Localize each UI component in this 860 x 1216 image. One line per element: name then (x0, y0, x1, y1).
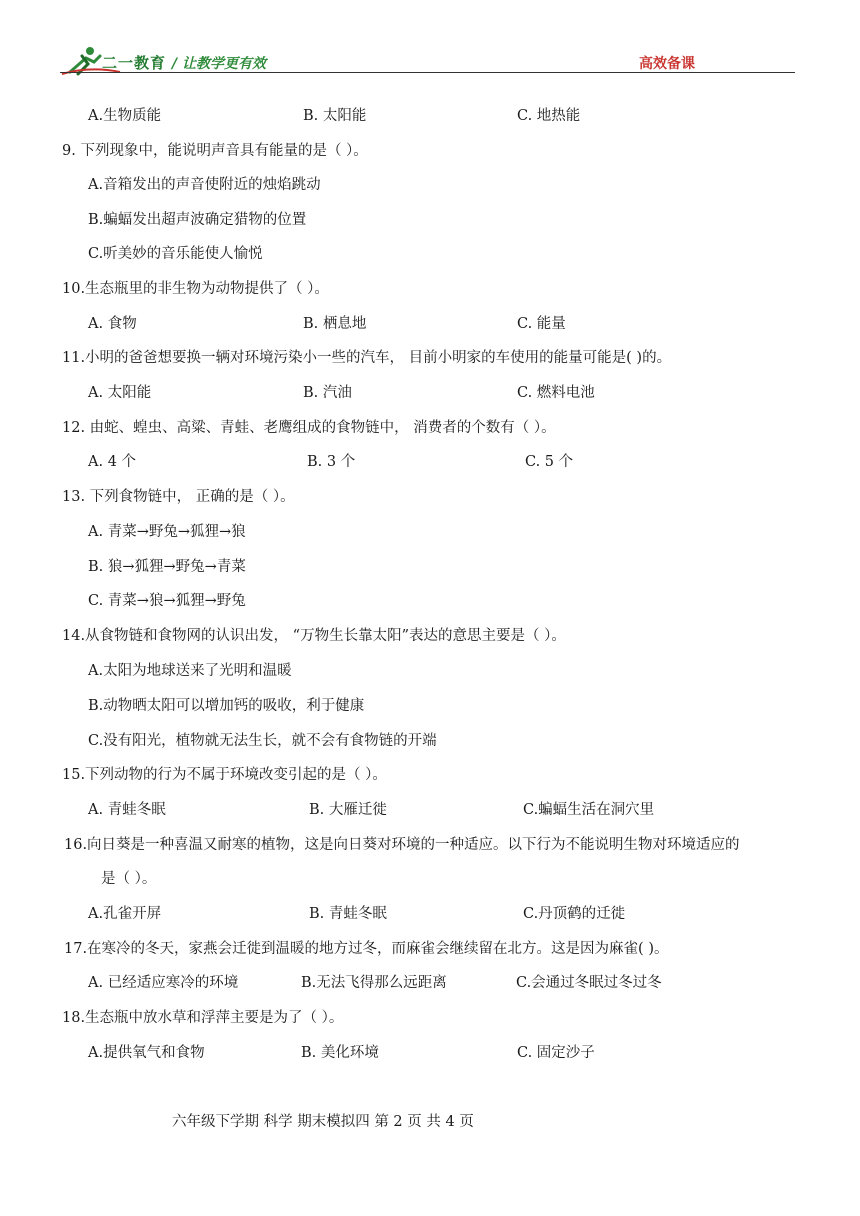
q16-option-c: C.丹顶鹤的迁徙 (523, 906, 626, 922)
q14-option-c: C.没有阳光，植物就无法生长，就不会有食物链的开端 (88, 733, 437, 749)
q11-stem: 11.小明的爸爸想要换一辆对环境污染小一些的汽车， 目前小明家的车使用的能量可能是( )的。 (62, 350, 672, 366)
page-footer: 六年级下学期 科学 期末模拟四 第 2 页 共 4 页 (172, 1114, 474, 1130)
q15-stem: 15.下列动物的行为不属于环境改变引起的是（ ）。 (62, 767, 387, 783)
q9-option-c: C.听美妙的音乐能使人愉悦 (88, 246, 263, 262)
q13-option-c: C. 青菜→狼→狐狸→野兔 (88, 593, 246, 609)
q18-option-c: C. 固定沙子 (517, 1045, 595, 1061)
q8-option-c: C. 地热能 (517, 108, 581, 124)
q18-option-a: A.提供氧气和食物 (88, 1045, 205, 1061)
q14-stem: 14.从食物链和食物网的认识出发， “万物生长靠太阳”表达的意思主要是（ ）。 (62, 628, 566, 644)
header-tag: 高效备课 (639, 56, 695, 72)
q14-option-b: B.动物晒太阳可以增加钙的吸收，利于健康 (88, 698, 365, 714)
q15-option-c: C.蝙蝠生活在洞穴里 (523, 802, 655, 818)
header-divider (60, 72, 795, 73)
q15-option-b: B. 大雁迁徙 (309, 802, 387, 818)
q11-option-c: C. 燃料电池 (517, 385, 595, 401)
q9-option-a: A.音箱发出的声音使附近的烛焰跳动 (88, 177, 321, 193)
q16-stem-continued: 是（ ）。 (101, 871, 157, 887)
q10-option-c: C. 能量 (517, 316, 566, 332)
q11-option-a: A. 太阳能 (88, 385, 152, 401)
q12-option-b: B. 3 个 (307, 454, 356, 470)
q11-option-b: B. 汽油 (303, 385, 352, 401)
q15-option-a: A. 青蛙冬眠 (88, 802, 166, 818)
q8-option-b: B. 太阳能 (303, 108, 367, 124)
q9-stem: 9. 下列现象中，能说明声音具有能量的是（ ）。 (62, 143, 368, 159)
q17-stem: 17.在寒冷的冬天，家燕会迁徙到温暖的地方过冬，而麻雀会继续留在北方。这是因为麻雀( )。 (64, 941, 669, 957)
q9-option-b: B.蝙蝠发出超声波确定猎物的位置 (88, 212, 307, 228)
q16-option-a: A.孔雀开屏 (88, 906, 162, 922)
q14-option-a: A.太阳为地球送来了光明和温暖 (88, 663, 292, 679)
q17-option-a: A. 已经适应寒冷的环境 (88, 975, 239, 991)
q8-option-a: A.生物质能 (88, 108, 162, 124)
q12-option-c: C. 5 个 (525, 454, 574, 470)
q13-stem: 13. 下列食物链中， 正确的是（ ）。 (62, 489, 295, 505)
q10-option-a: A. 食物 (88, 316, 137, 332)
q10-stem: 10.生态瓶里的非生物为动物提供了（ ）。 (62, 281, 329, 297)
q16-option-b: B. 青蛙冬眠 (309, 906, 387, 922)
q13-option-a: A. 青菜→野兔→狐狸→狼 (88, 524, 246, 540)
header-slogan: / 让教学更有效 (172, 56, 266, 72)
q17-option-c: C.会通过冬眠过冬过冬 (516, 975, 662, 991)
q12-stem: 12. 由蛇、蝗虫、高粱、青蛙、老鹰组成的食物链中， 消费者的个数有（ ）。 (62, 420, 556, 436)
q10-option-b: B. 栖息地 (303, 316, 367, 332)
logo-text: 二一教育 (102, 54, 167, 72)
q12-option-a: A. 4 个 (88, 454, 137, 470)
q17-option-b: B.无法飞得那么远距离 (301, 975, 447, 991)
q18-stem: 18.生态瓶中放水草和浮萍主要是为了（ ）。 (62, 1010, 344, 1026)
q16-stem: 16.向日葵是一种喜温又耐寒的植物，这是向日葵对环境的一种适应。以下行为不能说明生物对环境适应的 (64, 837, 740, 853)
q18-option-b: B. 美化环境 (301, 1045, 379, 1061)
q13-option-b: B. 狼→狐狸→野兔→青菜 (88, 559, 246, 575)
